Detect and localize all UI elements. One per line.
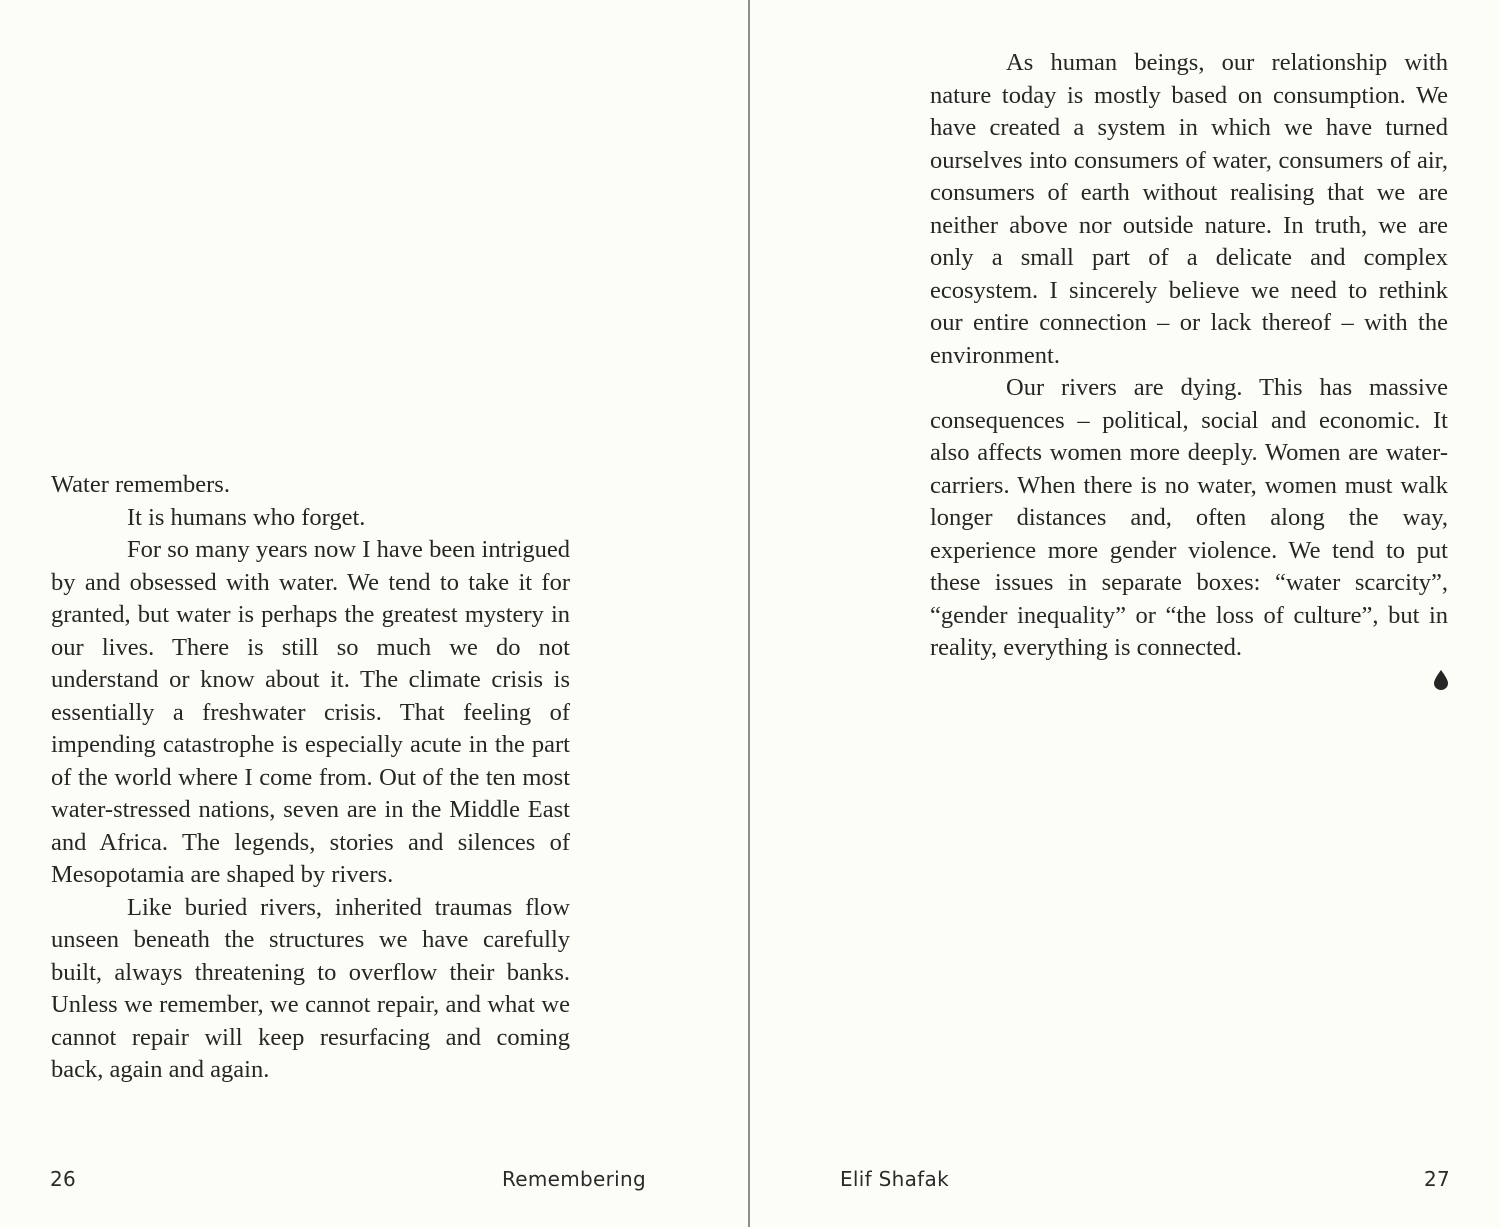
paragraph: It is humans who forget. <box>127 503 366 531</box>
water-drop-icon <box>1434 670 1448 690</box>
paragraph: For so many years now I have been intrigued by and obsessed with water. We tend to take it for granted, but water is perhaps the greatest mystery in our lives. There is still so much we do not understand or know about it. The climate crisis is essentially a freshwater crisis. That feeling of impending catastrophe is especially acute in the part of the world where I come from. Out of the ten most water-stressed nations, seven are in the Middle East and Africa. The legends, stories and silences of Mesopotamia are shaped by rivers. <box>51 536 570 888</box>
page-number: 26 <box>50 1167 77 1191</box>
left-page <box>0 0 748 1227</box>
paragraph: Like buried rivers, inherited traumas flow unseen beneath the structures we have carefully built, always threatening to overflow their banks. Unless we remember, we cannot repair, and what we cannot repair will keep resurfacing and coming back, again and again. <box>51 893 570 1083</box>
running-head-title: Remembering <box>501 1167 646 1191</box>
paragraph: As human beings, our relationship with nature today is mostly based on consumption. We have created a system in which we have turned ourselves into consumers of water, consumers of air, consumers of earth without realising that we are neither above nor outside nature. In truth, we are only a small part of a delicate and complex ecosystem. I sincerely believe we need to rethink our entire connection – or lack thereof – with the environment. <box>930 49 1448 369</box>
running-head-author: Elif Shafak <box>840 1167 949 1191</box>
right-page <box>750 0 1500 1227</box>
paragraph: Our rivers are dying. This has massive consequences – political, social and economic. It also affects women more deeply. Women are water-carriers. When there is no water, women must walk longer distances and, often along the way, experience more gender violence. We tend to put these issues in separate boxes: “water scarcity”, “gender inequality” or “the loss of culture”, but in reality, everything is connected. <box>930 374 1448 661</box>
page-number: 27 <box>1423 1167 1450 1191</box>
right-page-body <box>930 47 1448 665</box>
paragraph: Water remembers. <box>51 471 230 498</box>
left-page-body <box>51 469 570 1087</box>
